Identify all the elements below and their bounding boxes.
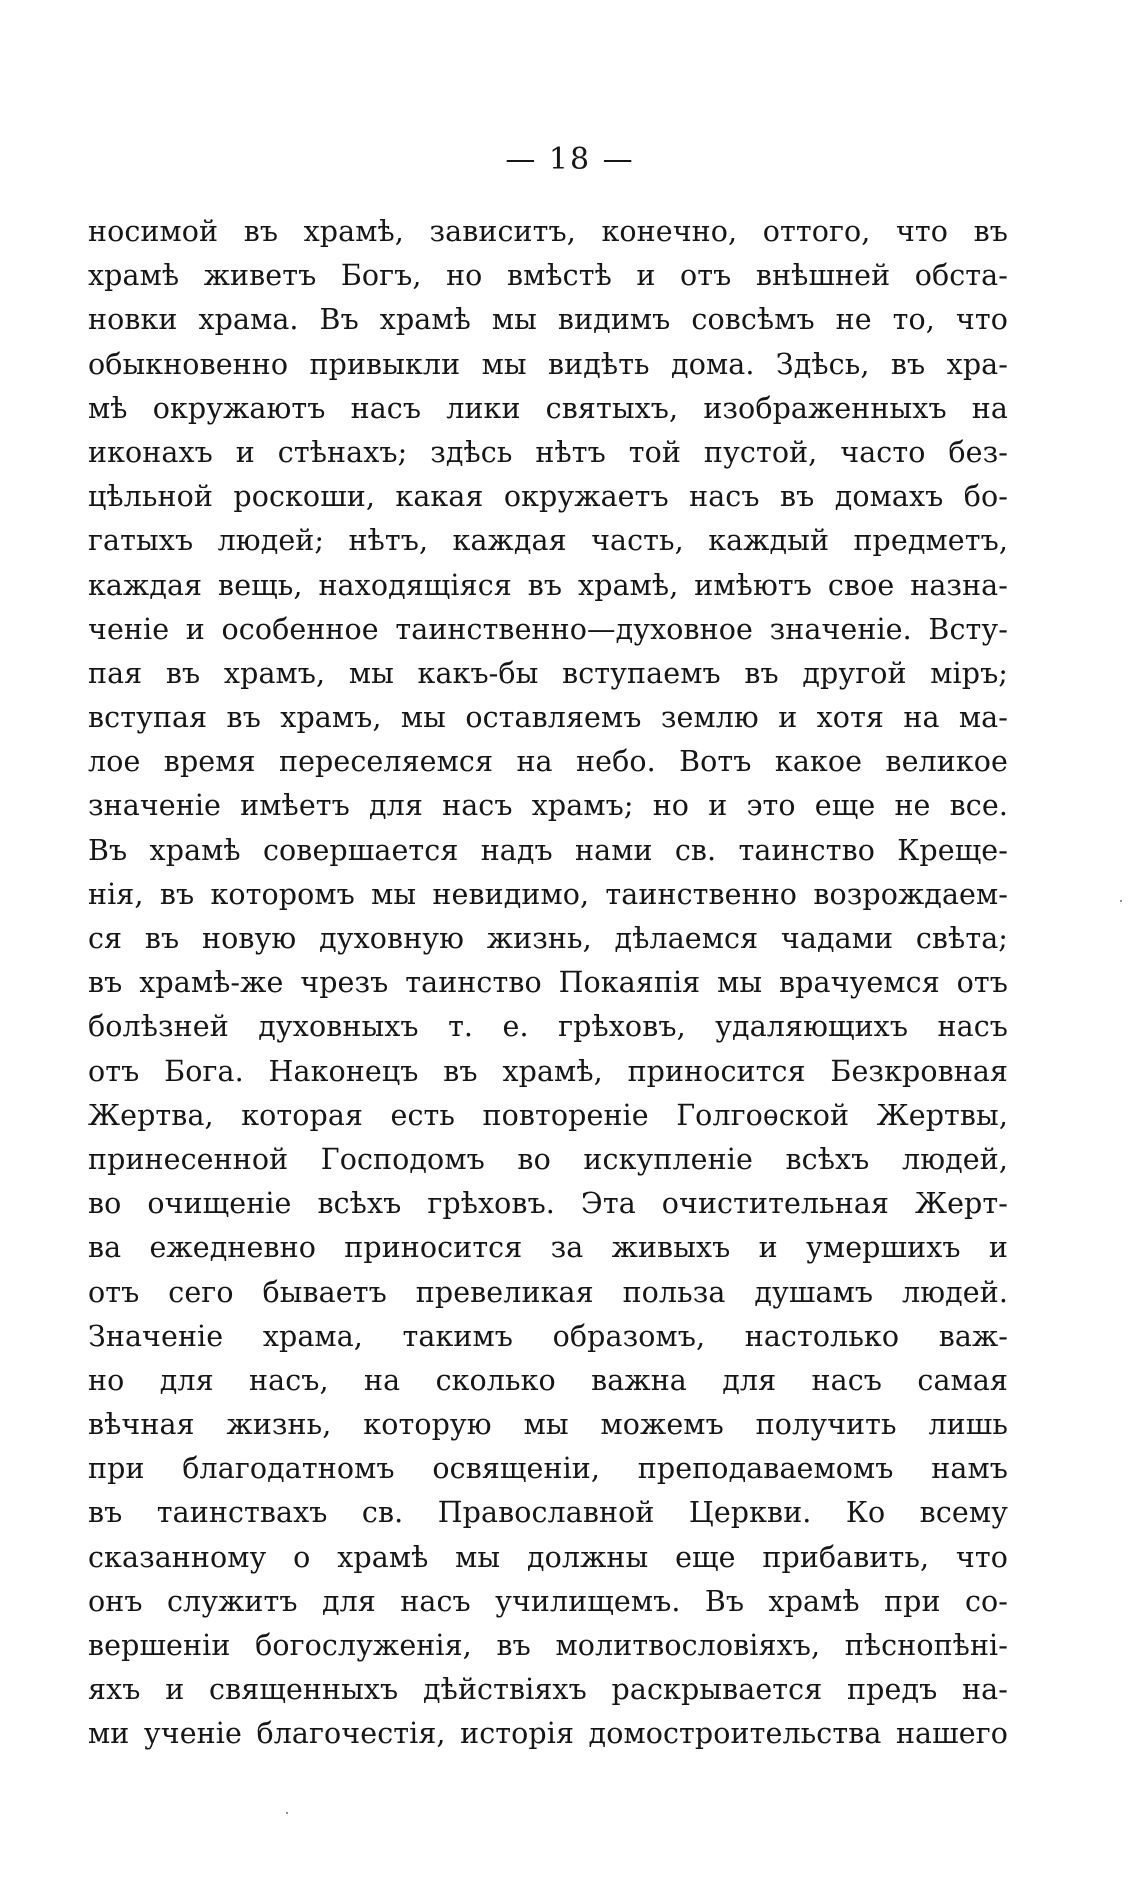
text-line-16: нія, въ которомъ мы невидимо, таинственно возрождаем- (88, 877, 1008, 911)
text-line-12: вступая въ храмъ, мы оставляемъ землю и хотя на ма- (88, 701, 1008, 735)
text-line-4: обыкновенно привыкли мы видѣть дома. Здѣсь, въ хра- (88, 347, 1008, 381)
body-text (88, 210, 1008, 1757)
text-line-23: во очищеніе всѣхъ грѣховъ. Эта очистительная Жерт- (88, 1187, 1008, 1221)
text-line-35: ми ученіе благочестія, исторія домостроительства нашего (88, 1717, 1008, 1751)
text-line-15: Въ храмѣ совершается надъ нами св. таинство Креще- (88, 833, 1008, 867)
text-line-11: пая въ храмъ, мы какъ-бы вступаемъ въ другой міръ; (88, 656, 1008, 690)
text-line-21: Жертва, которая есть повтореніе Голгоѳской Жертвы, (88, 1098, 1008, 1132)
text-line-26: Значеніе храма, такимъ образомъ, настолько важ- (88, 1319, 1008, 1353)
text-line-6: иконахъ и стѣнахъ; здѣсь нѣтъ той пустой, часто без- (88, 435, 1008, 469)
text-line-18: въ храмѣ-же чрезъ таинство Покаяпія мы врачуемся отъ (88, 966, 1008, 1000)
text-line-13: лое время переселяемся на небо. Вотъ какое великое (88, 745, 1008, 779)
text-line-33: вершеніи богослуженія, въ молитвословіяхъ, пѣснопѣні- (88, 1629, 1008, 1662)
text-line-9: каждая вещь, находящіяся въ храмѣ, имѣютъ свое назна- (88, 568, 1008, 602)
text-line-31: сказанному о храмѣ мы должны еще прибавить, что (88, 1540, 1008, 1574)
text-line-30: въ таинствахъ св. Православной Церкви. Ко всему (88, 1496, 1008, 1530)
text-line-17: ся въ новую духовную жизнь, дѣлаемся чадами свѣта; (88, 922, 1008, 955)
text-line-27: но для насъ, на сколько важна для насъ самая (88, 1363, 1008, 1397)
text-line-2: храмѣ живетъ Богъ, но вмѣстѣ и отъ внѣшней обста- (88, 259, 1008, 293)
text-line-34: яхъ и священныхъ дѣйствіяхъ раскрывается предъ на- (88, 1673, 1008, 1707)
text-line-5: мѣ окружаютъ насъ лики святыхъ, изображенныхъ на (88, 391, 1008, 425)
scan-speck (286, 1812, 288, 1814)
text-line-28: вѣчная жизнь, которую мы можемъ получить лишь (88, 1408, 1008, 1442)
scan-speck (1120, 900, 1122, 902)
text-line-14: значеніе имѣетъ для насъ храмъ; но и это еще не все. (88, 789, 1008, 823)
text-line-20: отъ Бога. Наконецъ въ храмѣ, приносится Безкровная (88, 1054, 1008, 1088)
text-line-7: цѣльной роскоши, какая окружаетъ насъ въ домахъ бо- (88, 480, 1008, 514)
text-line-25: отъ сего бываетъ превеликая польза душамъ людей. (88, 1275, 1008, 1309)
text-line-29: при благодатномъ освященіи, преподаваемомъ намъ (88, 1452, 1008, 1486)
text-line-22: принесенной Господомъ во искупленіе всѣхъ людей, (88, 1142, 1008, 1176)
text-line-8: гатыхъ людей; нѣтъ, каждая часть, каждый предметъ, (88, 524, 1008, 558)
page-number: — 18 — (505, 142, 635, 177)
text-line-32: онъ служитъ для насъ училищемъ. Въ храмѣ при со- (88, 1584, 1008, 1618)
text-line-19: болѣзней духовныхъ т. е. грѣховъ, удаляющихъ насъ (88, 1010, 1008, 1044)
text-line-3: новки храма. Въ храмѣ мы видимъ совсѣмъ не то, что (88, 303, 1008, 337)
text-line-1: носимой въ храмѣ, зависитъ, конечно, оттого, что въ (88, 215, 1008, 248)
text-line-24: ва ежедневно приносится за живыхъ и умершихъ и (88, 1231, 1008, 1265)
text-line-10: ченіе и особенное таинственно—духовное значеніе. Всту- (88, 612, 1008, 646)
